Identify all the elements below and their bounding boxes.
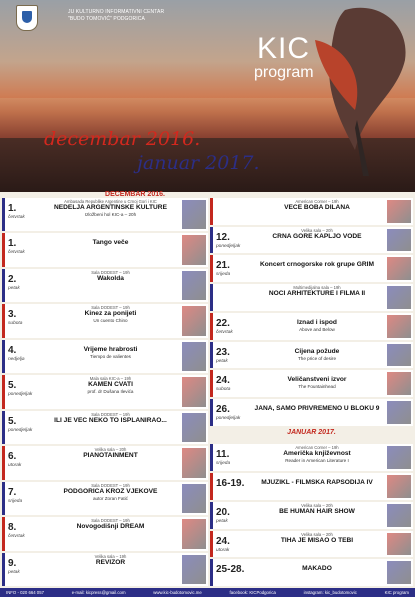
event-thumbnail (387, 504, 411, 527)
event-date: 23. (216, 346, 230, 358)
event-thumbnail (387, 446, 411, 469)
event-day: četvrtak (8, 534, 25, 540)
event-thumbnail (182, 306, 206, 335)
event-date: 16-19. (216, 478, 245, 490)
event-day: srijeda (216, 461, 231, 467)
period-january: januar 2017. (137, 152, 260, 174)
event-title: PODGORICA KROZ VJEKOVE (63, 487, 158, 495)
period-december: decembar 2016. (44, 128, 201, 150)
event-thumbnail (387, 372, 411, 395)
event-day: petak (216, 358, 228, 364)
event-thumbnail (387, 533, 411, 556)
org-name: JU KULTURNO INFORMATIVNI CENTAR "BUDO TOMOVIĆ" PODGORICA (68, 9, 165, 22)
event-title: VEČE BOBA DILANA (284, 204, 350, 211)
event-card[interactable] (210, 473, 413, 500)
event-card[interactable] (2, 411, 208, 444)
event-day: petak (216, 518, 228, 524)
event-thumbnail (387, 257, 411, 280)
event-title: CRNA GORE KAPLJO VODE (272, 232, 362, 240)
event-title: Tango veče (92, 239, 129, 247)
event-title: ILI JE VEĆ NEKO TO ISPLANIRAO... (54, 416, 167, 424)
event-card[interactable] (2, 482, 208, 515)
event-card[interactable] (210, 227, 413, 254)
event-thumbnail (182, 235, 206, 264)
event-subtitle: Reader in American Literature I (285, 458, 349, 464)
event-category: Sala DODEST – 19h (91, 269, 130, 275)
event-category: Velika sala – 20h (94, 447, 127, 453)
event-subtitle: The price of desire (297, 355, 337, 361)
event-date: 1. (8, 238, 17, 250)
event-title: Novogodišnji DREAM (76, 523, 145, 531)
event-card[interactable] (210, 502, 413, 529)
event-date: 8. (8, 522, 17, 534)
event-thumbnail (182, 555, 206, 584)
events-left-column (2, 198, 208, 586)
event-subtitle: Un cuento Chino (93, 318, 128, 324)
event-category: Velika sala – 19h (94, 553, 127, 559)
event-title: Veličanstveni izvor (287, 376, 347, 384)
event-day: četvrtak (8, 250, 25, 256)
events-right-column (210, 198, 413, 586)
event-day: srijeda (216, 272, 231, 278)
event-date: 1. (8, 203, 17, 214)
event-date: 2. (8, 273, 17, 285)
event-thumbnail (182, 377, 206, 406)
event-card[interactable] (2, 340, 208, 373)
event-card[interactable] (2, 198, 208, 231)
event-subtitle: Izložbeni hol KIC-a – 20h (84, 212, 137, 217)
event-category: Sala DODEST – 19h (91, 518, 130, 524)
event-card[interactable] (210, 198, 413, 225)
event-day: ponedjeljak (216, 243, 241, 249)
event-thumbnail (182, 413, 206, 442)
event-date: 24. (216, 375, 230, 387)
event-day: petak (8, 285, 20, 291)
footer-item: INFO - 020 664 057 (6, 590, 44, 595)
event-thumbnail (387, 401, 411, 424)
event-card[interactable] (210, 559, 413, 586)
event-thumbnail (387, 344, 411, 367)
event-subtitle: The Fountainhead (298, 384, 336, 390)
event-day: subota (8, 321, 23, 327)
event-title: MJUZIKL - FILMSKA RAPSODIJA IV (261, 479, 373, 487)
event-thumbnail (387, 229, 411, 252)
event-title: Američka književnost (283, 450, 351, 458)
event-title: NOĆI ARHITEKTURE I FILMA II (268, 290, 366, 298)
event-date: 5. (8, 415, 17, 427)
event-day: nedjelja (8, 356, 25, 362)
event-category: Multimedijalna sala – 19h (293, 285, 341, 291)
event-card[interactable] (2, 517, 208, 550)
bird-illustration (285, 0, 415, 180)
december-heading: DECEMBAR 2016. (105, 191, 165, 198)
event-date: 21. (216, 260, 230, 272)
event-category: Ambasada Republike Argentine u Crnoj Gori i KIC (64, 199, 157, 204)
event-card[interactable] (2, 446, 208, 479)
event-title: Cijena požude (294, 347, 340, 355)
event-date: 26. (216, 404, 230, 416)
hero-banner (0, 0, 415, 192)
event-date: 4. (8, 344, 17, 356)
event-thumbnail (182, 271, 206, 300)
event-subtitle: Above and Below (299, 326, 335, 332)
footer-item: www.kic-budotomovic.me (153, 590, 202, 595)
event-card[interactable] (2, 375, 208, 408)
event-date: 24. (216, 535, 230, 547)
event-category: American Corner – 19h (295, 445, 339, 451)
event-thumbnail (182, 342, 206, 371)
event-card[interactable] (210, 531, 413, 558)
event-card[interactable] (2, 269, 208, 302)
kic-title: KIC (257, 32, 311, 65)
event-thumbnail (182, 484, 206, 513)
event-date: 22. (216, 317, 230, 329)
event-date: 12. (216, 231, 230, 243)
event-thumbnail (387, 561, 411, 584)
event-category: Sala DODEST – 19h (91, 305, 130, 311)
event-thumbnail (387, 200, 411, 223)
event-day: ponedjeljak (8, 392, 33, 398)
event-title: Wakolda (97, 274, 124, 282)
event-thumbnail (387, 286, 411, 309)
contact-footer (0, 588, 415, 597)
event-title: Koncert crnogorske rok grupe GRIM (260, 261, 374, 269)
footer-item: KIC program (384, 590, 409, 595)
event-date: 9. (8, 557, 17, 569)
footer-item: facebook: KICPodgorica (229, 590, 276, 595)
event-date: 11. (216, 449, 230, 461)
event-thumbnail (387, 315, 411, 338)
event-thumbnail (387, 475, 411, 498)
event-card[interactable] (210, 444, 413, 471)
event-card[interactable] (2, 233, 208, 266)
event-title: REVIZOR (95, 558, 126, 566)
event-card[interactable] (210, 342, 413, 369)
event-day: utorak (8, 463, 22, 469)
event-category: Sala DODEST – 19h (91, 411, 130, 417)
event-category: Velika sala – 20h (301, 227, 333, 233)
event-thumbnail (182, 200, 206, 229)
event-date: 25-28. (216, 564, 245, 576)
event-thumbnail (182, 448, 206, 477)
event-day: utorak (216, 547, 230, 553)
event-title: Kinez za ponijeti (84, 310, 137, 318)
event-card[interactable] (2, 553, 208, 586)
event-subtitle: prof. dr Dušana Ilevića (87, 389, 134, 395)
event-card[interactable] (210, 399, 413, 426)
event-day: subota (216, 387, 231, 393)
event-category: Velika sala – 20h (301, 502, 333, 508)
event-card[interactable] (210, 284, 413, 311)
event-card[interactable] (2, 304, 208, 337)
event-title: JANA, SAMO PRIVREMENO U BLOKU 9 (254, 405, 380, 413)
event-title: NEDELJA ARGENTINSKE KULTURE (54, 204, 167, 211)
event-card[interactable] (210, 313, 413, 340)
event-card[interactable] (210, 428, 413, 443)
event-subtitle: autor Zoran Fatić (93, 495, 128, 501)
event-date: 3. (8, 309, 17, 321)
event-day: četvrtak (216, 329, 233, 335)
event-date: 7. (8, 486, 17, 498)
event-day: četvrtak (8, 215, 25, 220)
event-thumbnail (182, 519, 206, 548)
footer-item: instagram: kic_budotomovic (303, 590, 357, 595)
footer-item: e-mail: kicpress@gmail.com (71, 590, 126, 595)
event-category: Mala sala KIC-a – 19h (89, 376, 132, 382)
event-title: KAMEN CVATI (88, 381, 133, 389)
event-category: American Corner – 19h (295, 199, 339, 204)
event-date: 6. (8, 451, 17, 463)
event-day: petak (8, 569, 20, 575)
event-card[interactable] (210, 255, 413, 282)
event-category: Sala DODEST – 19h (91, 482, 130, 488)
event-day: ponedjeljak (8, 427, 33, 433)
program-subtitle: program (254, 64, 314, 81)
event-title: PIANOTAINMENT (83, 452, 138, 460)
event-title: BE HUMAN HAIR SHOW (279, 507, 355, 515)
event-date: 20. (216, 506, 230, 518)
event-category: Velika sala – 20h (301, 531, 333, 537)
event-day: ponedjeljak (216, 416, 241, 422)
event-date: 5. (8, 380, 17, 392)
event-title: Vrijeme hrabrosti (83, 345, 138, 353)
event-title: MAKADO (302, 565, 332, 573)
event-title: JANUAR 2017. (287, 428, 336, 436)
event-title: Iznad i ispod (297, 318, 337, 326)
event-subtitle: Tiempo de valientes (90, 353, 131, 359)
event-title: TIHA JE MISAO O TEBI (280, 536, 354, 544)
event-card[interactable] (210, 370, 413, 397)
event-day: srijeda (8, 498, 23, 504)
kic-logo-icon (16, 5, 38, 31)
